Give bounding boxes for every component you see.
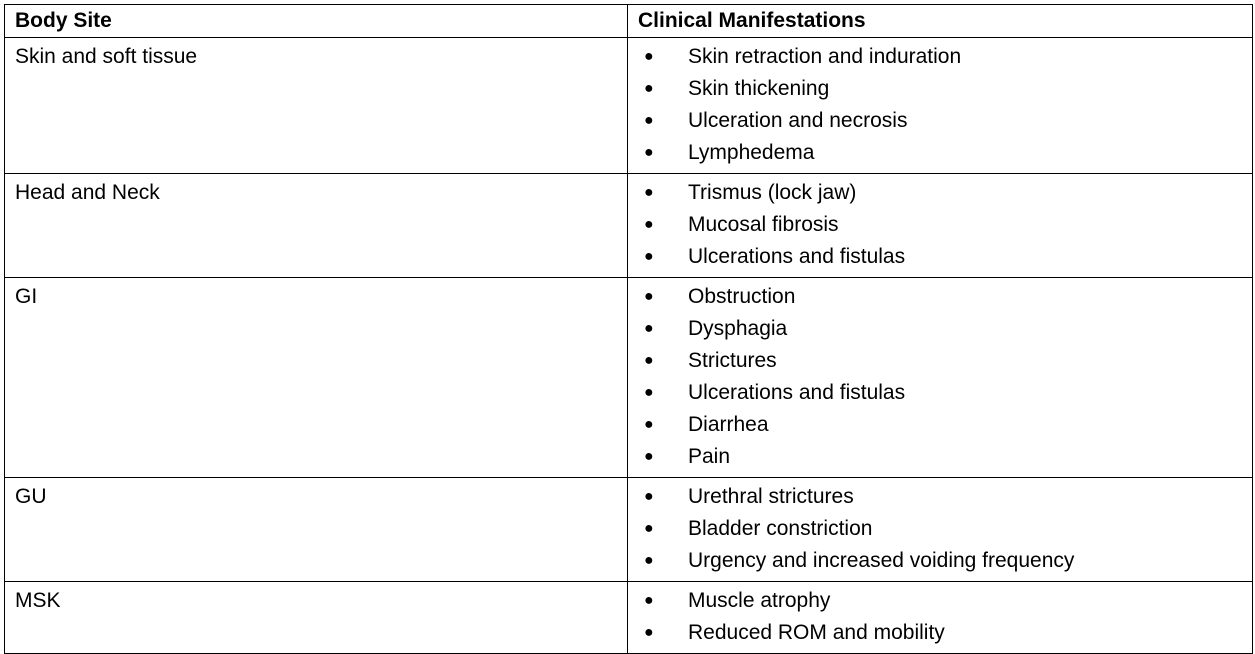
manifestation-text: Urethral strictures [688,485,854,508]
list-item [638,41,1252,73]
manifestation-text: Diarrhea [688,413,769,436]
bullet-icon: ● [644,320,654,337]
list-item [638,313,1252,345]
manifestation-text: Lymphedema [688,141,815,164]
list-item [638,617,1252,649]
bullet-icon: ● [644,592,654,609]
list-item [638,409,1252,441]
list-item [638,105,1252,137]
bullet-icon: ● [644,624,654,641]
manifestation-text: Skin retraction and induration [688,45,962,68]
manifestations-cell [628,478,1253,582]
list-item [638,209,1252,241]
header-body-site: Body Site [5,5,628,38]
body-site-cell: Skin and soft tissue [5,38,628,174]
manifestations-list [638,281,1252,473]
bullet-icon: ● [644,48,654,65]
list-item [638,137,1252,169]
manifestations-cell [628,278,1253,478]
manifestation-text: Mucosal fibrosis [688,213,839,236]
bullet-icon: ● [644,184,654,201]
table-row [5,478,1253,582]
bullet-icon: ● [644,448,654,465]
body-site-cell: Head and Neck [5,174,628,278]
list-item [638,377,1252,409]
bullet-icon: ● [644,416,654,433]
manifestation-text: Strictures [688,349,777,372]
manifestations-list [638,177,1252,273]
bullet-icon: ● [644,216,654,233]
manifestation-text: Ulceration and necrosis [688,109,908,132]
table-row [5,174,1253,278]
manifestation-text: Ulcerations and fistulas [688,381,906,404]
bullet-icon: ● [644,144,654,161]
table-row [5,582,1253,654]
list-item [638,513,1252,545]
bullet-icon: ● [644,288,654,305]
body-site-cell: GU [5,478,628,582]
bullet-icon: ● [644,488,654,505]
bullet-icon: ● [644,248,654,265]
manifestation-text: Pain [688,445,731,468]
manifestations-cell [628,174,1253,278]
bullet-icon: ● [644,520,654,537]
manifestations-cell [628,582,1253,654]
manifestation-text: Obstruction [688,285,796,308]
body-site-cell: MSK [5,582,628,654]
manifestations-cell [628,38,1253,174]
manifestation-text: Trismus (lock jaw) [688,181,857,204]
manifestation-text: Muscle atrophy [688,589,831,612]
bullet-icon: ● [644,352,654,369]
list-item [638,177,1252,209]
table-row [5,38,1253,174]
manifestation-text: Reduced ROM and mobility [688,621,945,644]
manifestations-table [4,4,1253,654]
manifestation-text: Skin thickening [688,77,830,100]
bullet-icon: ● [644,552,654,569]
manifestation-text: Bladder constriction [688,517,873,540]
manifestation-text: Urgency and increased voiding frequency [688,549,1075,572]
manifestations-list [638,585,1252,649]
body-site-cell: GI [5,278,628,478]
list-item [638,241,1252,273]
list-item [638,585,1252,617]
manifestation-text: Ulcerations and fistulas [688,245,906,268]
list-item [638,441,1252,473]
header-clinical-manifestations: Clinical Manifestations [628,5,1253,38]
list-item [638,281,1252,313]
manifestations-list [638,481,1252,577]
list-item [638,481,1252,513]
manifestation-text: Dysphagia [688,317,788,340]
table-row [5,278,1253,478]
bullet-icon: ● [644,80,654,97]
header-row [5,5,1253,38]
list-item [638,545,1252,577]
bullet-icon: ● [644,112,654,129]
bullet-icon: ● [644,384,654,401]
list-item [638,73,1252,105]
manifestations-list [638,41,1252,169]
list-item [638,345,1252,377]
